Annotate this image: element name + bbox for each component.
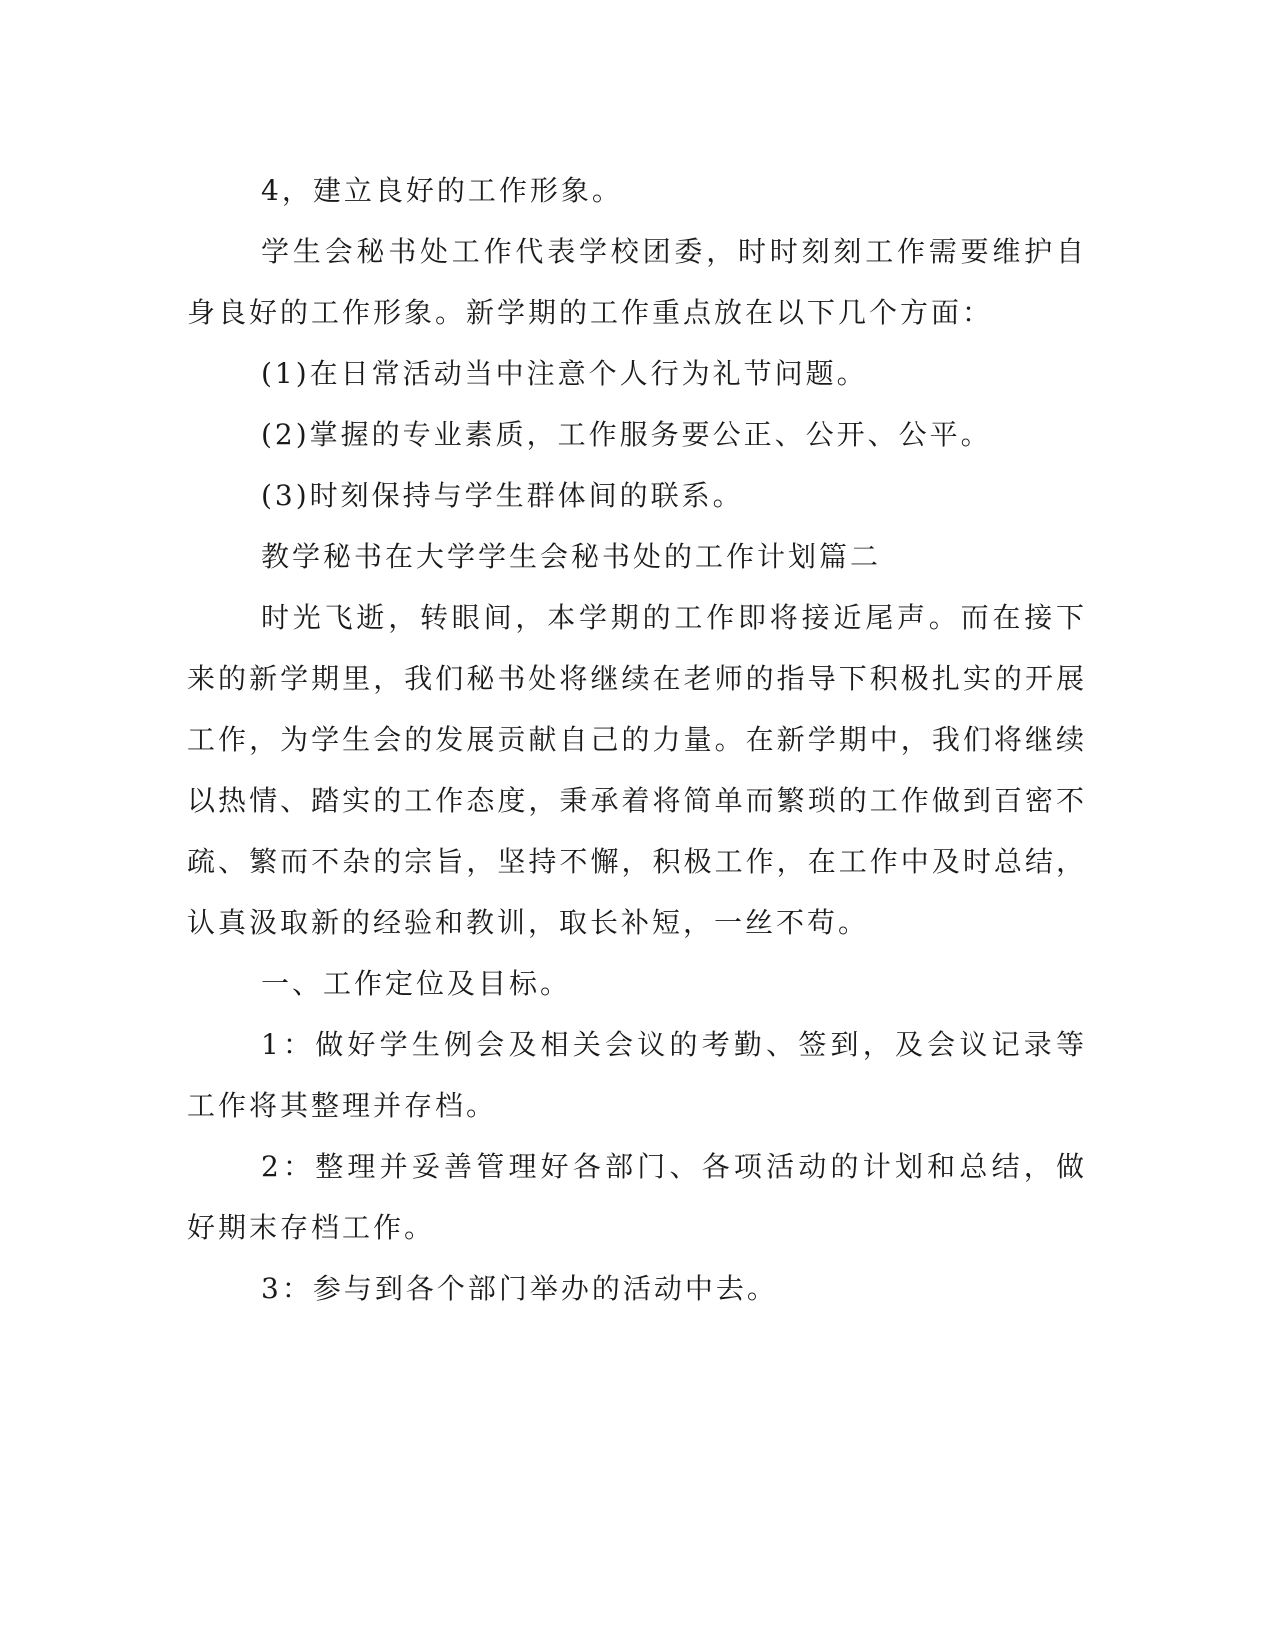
paragraph-1: 4，建立良好的工作形象。: [261, 174, 623, 207]
paragraph-7: 时光飞逝，转眼间，本学期的工作即将接近尾声。而在接下来的新学期里，我们秘书处将继续在老师的指导下积极扎实的开展工作，为学生会的发展贡献自己的力量。在新学期中，我们将继续以热情、踏实的工作态度，秉承着将简单而繁琐的工作做到百密不疏、繁而不杂的宗旨，坚持不懈，积极工作，在工作中及时总结，认真汲取新的经验和教训，取长补短，一丝不苟。: [187, 601, 1087, 939]
paragraph-11: 3：参与到各个部门举办的活动中去。: [261, 1272, 778, 1305]
paragraph-10: 2：整理并妥善管理好各部门、各项活动的计划和总结，做好期末存档工作。: [187, 1150, 1087, 1244]
paragraph-5: (3)时刻保持与学生群体间的联系。: [261, 479, 744, 512]
heading-work-positioning: 一、工作定位及目标。: [261, 967, 572, 1000]
paragraph-9: 1：做好学生例会及相关会议的考勤、签到，及会议记录等工作将其整理并存档。: [187, 1028, 1087, 1122]
paragraph-4: (2)掌握的专业素质，工作服务要公正、公开、公平。: [261, 418, 992, 451]
paragraph-3: (1)在日常活动当中注意个人行为礼节问题。: [261, 357, 868, 390]
section-title: 教学秘书在大学学生会秘书处的工作计划篇二: [261, 540, 882, 573]
paragraph-2: 学生会秘书处工作代表学校团委，时时刻刻工作需要维护自身良好的工作形象。新学期的工作重点放在以下几个方面：: [187, 235, 1087, 329]
document-body: [187, 160, 1087, 1319]
